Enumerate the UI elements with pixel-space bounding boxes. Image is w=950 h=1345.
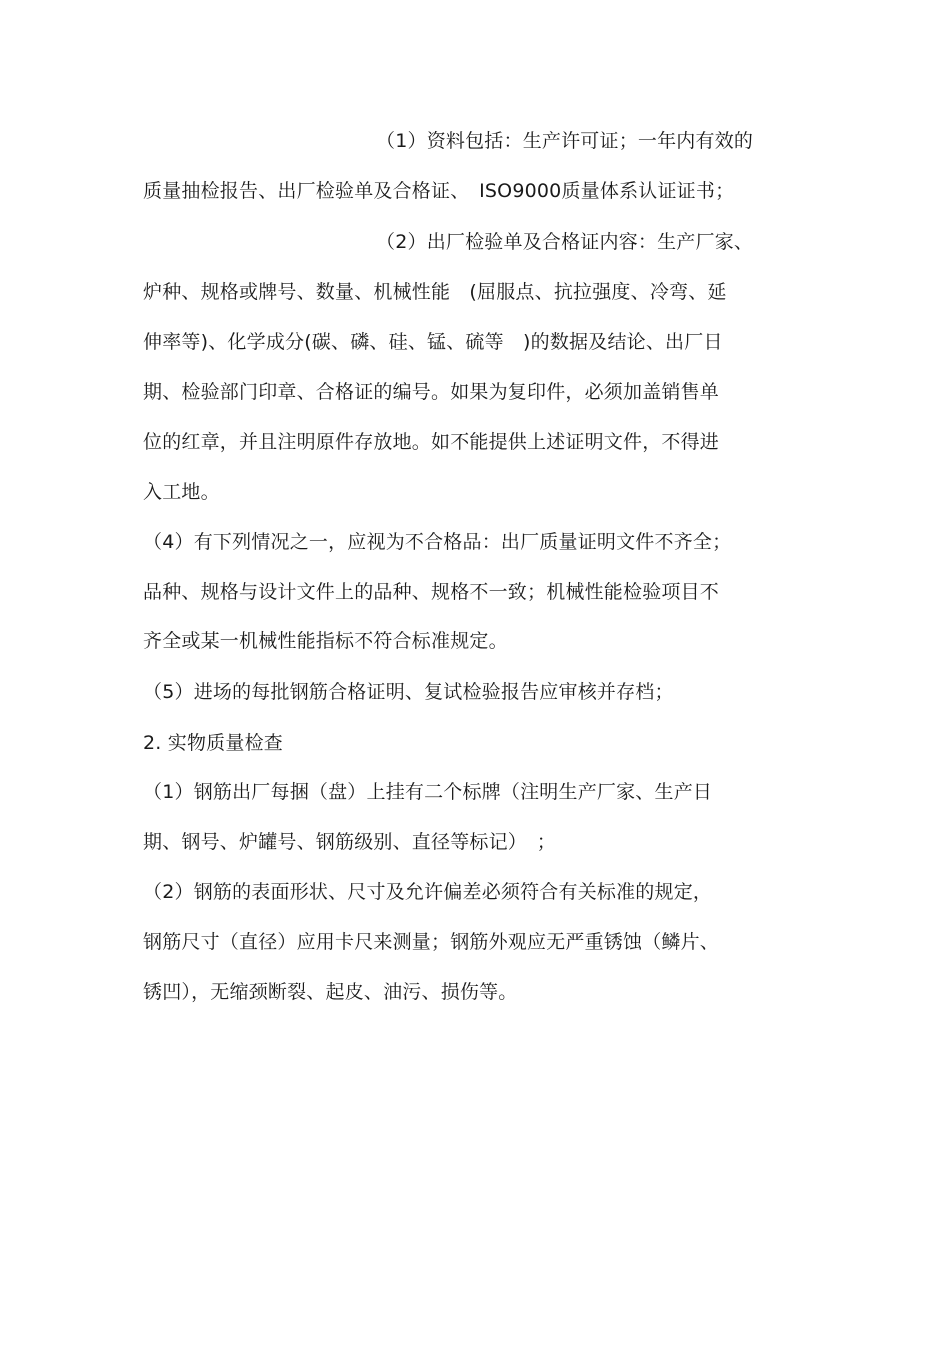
text-line: 品种、规格与设计文件上的品种、规格不一致；机械性能检验项目不 — [143, 581, 720, 603]
text-line: 质量抽检报告、出厂检验单及合格证、 ISO9000质量体系认证证书； — [143, 180, 735, 202]
text-line: 期、检验部门印章、合格证的编号。如果为复印件，必须加盖销售单 — [143, 381, 720, 403]
text-line: 钢筋尺寸（直径）应用卡尺来测量；钢筋外观应无严重锈蚀（鳞片、 — [143, 931, 720, 953]
text-line: （5）进场的每批钢筋合格证明、复试检验报告应审核并存档； — [143, 681, 674, 703]
text-line: （2）出厂检验单及合格证内容：生产厂家、 — [376, 231, 754, 253]
text-line: （1）钢筋出厂每捆（盘）上挂有二个标牌（注明生产厂家、生产日 — [143, 781, 713, 803]
text-line: 期、钢号、炉罐号、钢筋级别、直径等标记） ； — [143, 831, 556, 853]
text-line: 位的红章，并且注明原件存放地。如不能提供上述证明文件，不得进 — [143, 431, 720, 453]
text-line: （2）钢筋的表面形状、尺寸及允许偏差必须符合有关标准的规定， — [143, 881, 713, 903]
text-line: （4）有下列情况之一，应视为不合格品：出厂质量证明文件不齐全； — [143, 531, 732, 553]
text-line: 入工地。 — [143, 481, 220, 503]
text-line: （1）资料包括：生产许可证；一年内有效的 — [376, 130, 754, 152]
text-line: 伸率等)、化学成分(碳、磷、硅、锰、硫等 )的数据及结论、出厂日 — [143, 331, 723, 353]
text-line: 锈凹），无缩颈断裂、起皮、油污、损伤等。 — [143, 981, 518, 1003]
section-heading: 2. 实物质量检查 — [143, 732, 283, 754]
text-line: 齐全或某一机械性能指标不符合标准规定。 — [143, 630, 508, 652]
text-line: 炉种、规格或牌号、数量、机械性能 (屈服点、抗拉强度、冷弯、延 — [143, 281, 727, 303]
